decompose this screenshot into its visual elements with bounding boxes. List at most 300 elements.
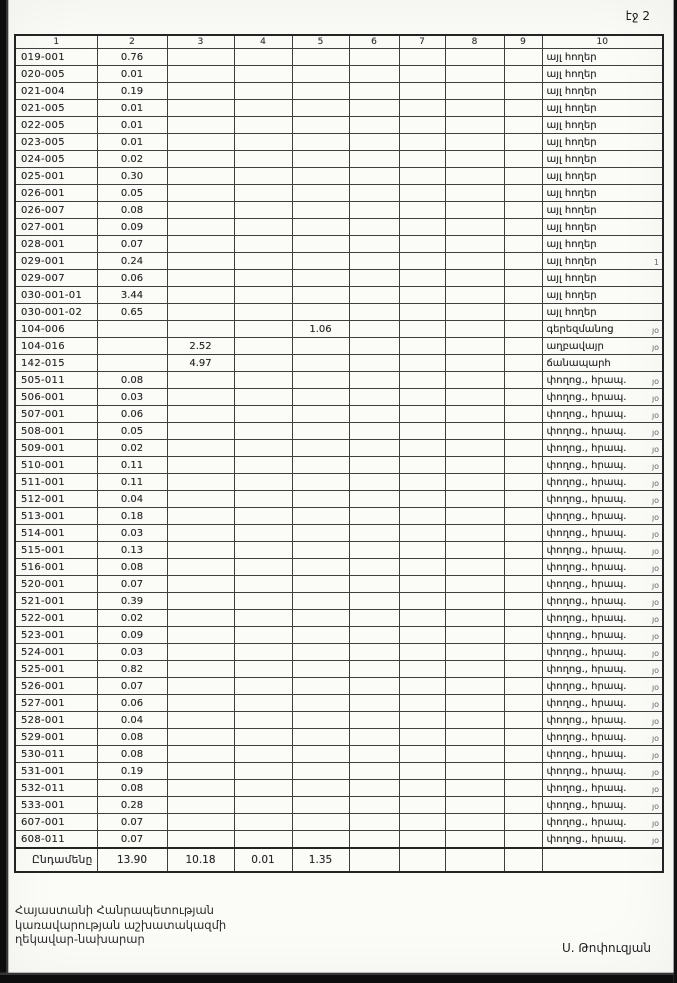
parcel-code-cell: 026-007 — [15, 202, 97, 219]
value-cell — [234, 831, 292, 849]
parcel-code-cell: 532-011 — [15, 780, 97, 797]
value-cell — [504, 406, 542, 423]
table-row — [15, 831, 663, 849]
value-cell — [349, 763, 399, 780]
value-cell — [234, 491, 292, 508]
value-cell — [292, 678, 349, 695]
value-cell — [445, 797, 504, 814]
land-type-cell — [542, 474, 663, 491]
value-cell — [292, 746, 349, 763]
value-cell — [167, 780, 234, 797]
parcel-code-cell: 516-001 — [15, 559, 97, 576]
total-empty-cell — [504, 848, 542, 872]
land-type-cell — [542, 236, 663, 253]
scan-edge-left — [0, 0, 10, 983]
land-type-cell — [542, 491, 663, 508]
parcel-code-cell: 506-001 — [15, 389, 97, 406]
value-cell — [349, 440, 399, 457]
margin-mark: յօ — [651, 801, 659, 811]
value-cell — [167, 406, 234, 423]
value-cell — [445, 729, 504, 746]
total-empty-cell — [542, 848, 663, 872]
value-cell — [399, 474, 445, 491]
value-cell — [292, 372, 349, 389]
value-cell — [399, 559, 445, 576]
land-type-label: այլ հողեր — [546, 119, 597, 131]
parcel-code-cell: 104-016 — [15, 338, 97, 355]
margin-mark: յօ — [651, 767, 659, 777]
value-cell — [504, 814, 542, 831]
column-header-5: 5 — [292, 35, 349, 49]
land-type-cell — [542, 270, 663, 287]
value-cell — [349, 661, 399, 678]
value-cell — [445, 168, 504, 185]
land-type-label: փողոց., հրապ. — [546, 748, 627, 760]
value-cell — [234, 797, 292, 814]
value-cell — [292, 304, 349, 321]
value-cell — [399, 389, 445, 406]
footer-line-1: Հայաստանի Հանրապետության — [15, 903, 214, 917]
value-cell — [445, 270, 504, 287]
value-cell — [167, 797, 234, 814]
land-type-label: այլ հողեր — [546, 85, 597, 97]
table-row — [15, 423, 663, 440]
value-cell: 0.01 — [97, 100, 167, 117]
value-cell — [445, 780, 504, 797]
value-cell — [399, 644, 445, 661]
value-cell — [445, 253, 504, 270]
value-cell — [292, 355, 349, 372]
value-cell — [167, 627, 234, 644]
value-cell: 0.03 — [97, 525, 167, 542]
value-cell — [399, 797, 445, 814]
value-cell — [504, 185, 542, 202]
value-cell — [504, 797, 542, 814]
value-cell: 0.08 — [97, 729, 167, 746]
total-value-col5: 1.35 — [292, 848, 349, 872]
value-cell — [445, 321, 504, 338]
value-cell — [504, 678, 542, 695]
value-cell — [292, 440, 349, 457]
value-cell — [399, 423, 445, 440]
table-row — [15, 372, 663, 389]
parcel-code-cell: 511-001 — [15, 474, 97, 491]
parcel-code-cell: 525-001 — [15, 661, 97, 678]
land-type-label: փողոց., հրապ. — [546, 544, 627, 556]
value-cell — [399, 746, 445, 763]
land-type-cell — [542, 763, 663, 780]
value-cell — [234, 117, 292, 134]
parcel-code-cell: 514-001 — [15, 525, 97, 542]
value-cell — [167, 83, 234, 100]
value-cell — [399, 49, 445, 66]
table-row — [15, 610, 663, 627]
value-cell — [349, 66, 399, 83]
value-cell — [399, 406, 445, 423]
table-row — [15, 780, 663, 797]
value-cell — [504, 729, 542, 746]
margin-mark: յօ — [651, 750, 659, 760]
parcel-code-cell: 020-005 — [15, 66, 97, 83]
value-cell — [167, 372, 234, 389]
table-row — [15, 525, 663, 542]
value-cell — [167, 474, 234, 491]
value-cell — [167, 712, 234, 729]
value-cell — [167, 117, 234, 134]
margin-mark: յօ — [651, 733, 659, 743]
land-type-cell — [542, 508, 663, 525]
value-cell — [349, 746, 399, 763]
value-cell: 0.07 — [97, 831, 167, 849]
value-cell — [167, 287, 234, 304]
parcel-code-cell: 022-005 — [15, 117, 97, 134]
value-cell — [292, 185, 349, 202]
value-cell: 0.30 — [97, 168, 167, 185]
value-cell — [167, 831, 234, 849]
value-cell: 0.11 — [97, 457, 167, 474]
value-cell — [234, 423, 292, 440]
land-type-label: այլ հողեր — [546, 187, 597, 199]
value-cell — [292, 83, 349, 100]
value-cell: 0.08 — [97, 780, 167, 797]
land-type-label: փողոց., հրապ. — [546, 799, 627, 811]
total-empty-cell — [349, 848, 399, 872]
value-cell — [292, 576, 349, 593]
value-cell: 4.97 — [167, 355, 234, 372]
value-cell — [445, 219, 504, 236]
land-type-cell — [542, 780, 663, 797]
value-cell — [504, 66, 542, 83]
land-type-label: ճանապարհ — [546, 357, 611, 369]
value-cell — [349, 542, 399, 559]
value-cell — [445, 338, 504, 355]
value-cell — [349, 610, 399, 627]
value-cell: 0.13 — [97, 542, 167, 559]
value-cell — [349, 168, 399, 185]
land-type-cell — [542, 100, 663, 117]
value-cell — [445, 287, 504, 304]
value-cell: 0.08 — [97, 372, 167, 389]
value-cell — [292, 831, 349, 849]
total-empty-cell — [445, 848, 504, 872]
land-type-cell — [542, 321, 663, 338]
value-cell — [234, 151, 292, 168]
value-cell — [349, 508, 399, 525]
value-cell — [445, 746, 504, 763]
table-row — [15, 627, 663, 644]
land-type-cell — [542, 831, 663, 849]
value-cell — [167, 219, 234, 236]
value-cell — [399, 66, 445, 83]
value-cell: 0.05 — [97, 185, 167, 202]
land-type-cell — [542, 49, 663, 66]
value-cell: 0.06 — [97, 695, 167, 712]
value-cell — [292, 814, 349, 831]
value-cell — [167, 457, 234, 474]
value-cell — [234, 202, 292, 219]
land-type-cell — [542, 457, 663, 474]
parcel-code-cell: 509-001 — [15, 440, 97, 457]
value-cell — [399, 695, 445, 712]
value-cell — [167, 253, 234, 270]
column-header-9: 9 — [504, 35, 542, 49]
value-cell — [504, 423, 542, 440]
value-cell — [167, 678, 234, 695]
parcel-code-cell: 027-001 — [15, 219, 97, 236]
value-cell — [504, 168, 542, 185]
parcel-code-cell: 507-001 — [15, 406, 97, 423]
value-cell — [234, 236, 292, 253]
margin-mark: յօ — [651, 512, 659, 522]
table-header — [15, 35, 663, 49]
value-cell — [349, 627, 399, 644]
value-cell — [167, 729, 234, 746]
table-row — [15, 236, 663, 253]
land-type-label: փողոց., հրապ. — [546, 510, 627, 522]
table-row — [15, 474, 663, 491]
value-cell — [445, 236, 504, 253]
value-cell — [234, 542, 292, 559]
value-cell — [167, 559, 234, 576]
value-cell: 0.11 — [97, 474, 167, 491]
value-cell — [167, 610, 234, 627]
value-cell — [399, 525, 445, 542]
value-cell: 0.03 — [97, 389, 167, 406]
value-cell — [399, 338, 445, 355]
value-cell — [349, 457, 399, 474]
table-row — [15, 440, 663, 457]
value-cell — [292, 338, 349, 355]
land-type-label: փողոց., հրապ. — [546, 476, 627, 488]
value-cell — [292, 712, 349, 729]
land-type-cell — [542, 644, 663, 661]
value-cell — [349, 253, 399, 270]
value-cell — [234, 389, 292, 406]
signature-name: Ս. Թոփուզյան — [562, 941, 652, 955]
value-cell — [504, 440, 542, 457]
land-type-label: այլ հողեր — [546, 102, 597, 114]
value-cell — [445, 491, 504, 508]
value-cell — [167, 661, 234, 678]
value-cell — [234, 66, 292, 83]
land-type-label: փողոց., հրապ. — [546, 442, 627, 454]
value-cell — [349, 236, 399, 253]
land-type-label: փողոց., հրապ. — [546, 391, 627, 403]
parcel-code-cell: 028-001 — [15, 236, 97, 253]
parcel-code-cell: 521-001 — [15, 593, 97, 610]
value-cell — [504, 134, 542, 151]
value-cell — [445, 559, 504, 576]
value-cell: 0.02 — [97, 440, 167, 457]
value-cell — [292, 117, 349, 134]
land-type-cell — [542, 83, 663, 100]
value-cell — [167, 389, 234, 406]
land-type-cell — [542, 440, 663, 457]
value-cell: 0.09 — [97, 627, 167, 644]
value-cell — [234, 695, 292, 712]
value-cell — [234, 253, 292, 270]
value-cell — [504, 831, 542, 849]
margin-mark: յօ — [651, 580, 659, 590]
value-cell — [349, 270, 399, 287]
column-header-1: 1 — [15, 35, 97, 49]
value-cell — [504, 559, 542, 576]
parcel-code-cell: 029-007 — [15, 270, 97, 287]
parcel-code-cell: 029-001 — [15, 253, 97, 270]
value-cell — [504, 372, 542, 389]
land-type-label: փողոց., հրապ. — [546, 697, 627, 709]
value-cell: 0.07 — [97, 236, 167, 253]
table-row — [15, 151, 663, 168]
value-cell — [292, 168, 349, 185]
margin-mark: յօ — [651, 410, 659, 420]
header-row — [15, 35, 663, 49]
table-row — [15, 678, 663, 695]
value-cell — [234, 100, 292, 117]
column-header-2: 2 — [97, 35, 167, 49]
land-type-cell — [542, 712, 663, 729]
value-cell — [167, 66, 234, 83]
land-type-cell — [542, 202, 663, 219]
margin-mark: յօ — [651, 648, 659, 658]
value-cell — [399, 151, 445, 168]
value-cell — [445, 423, 504, 440]
value-cell — [292, 780, 349, 797]
value-cell — [234, 746, 292, 763]
value-cell — [504, 746, 542, 763]
table-row — [15, 66, 663, 83]
footer-line-2: կառավարության աշխատակազմի — [15, 917, 227, 932]
land-type-label: փողոց., հրապ. — [546, 408, 627, 420]
value-cell — [292, 202, 349, 219]
value-cell — [234, 559, 292, 576]
value-cell: 0.39 — [97, 593, 167, 610]
value-cell — [399, 712, 445, 729]
value-cell — [292, 100, 349, 117]
value-cell — [445, 151, 504, 168]
value-cell — [445, 100, 504, 117]
value-cell — [504, 100, 542, 117]
value-cell — [167, 593, 234, 610]
value-cell — [234, 474, 292, 491]
value-cell — [234, 712, 292, 729]
value-cell: 0.01 — [97, 117, 167, 134]
table-row — [15, 746, 663, 763]
value-cell — [399, 372, 445, 389]
value-cell — [349, 406, 399, 423]
value-cell: 0.08 — [97, 202, 167, 219]
land-type-cell — [542, 151, 663, 168]
value-cell — [445, 304, 504, 321]
value-cell — [445, 644, 504, 661]
value-cell — [504, 576, 542, 593]
value-cell — [349, 151, 399, 168]
value-cell — [234, 576, 292, 593]
land-type-label: այլ հողեր — [546, 306, 597, 318]
margin-mark: յօ — [651, 478, 659, 488]
value-cell — [445, 457, 504, 474]
value-cell — [349, 355, 399, 372]
land-type-label: այլ հողեր — [546, 238, 597, 250]
value-cell — [504, 202, 542, 219]
table-row — [15, 457, 663, 474]
table-row — [15, 406, 663, 423]
value-cell — [504, 253, 542, 270]
value-cell: 0.09 — [97, 219, 167, 236]
land-type-cell — [542, 66, 663, 83]
value-cell — [292, 219, 349, 236]
value-cell — [167, 644, 234, 661]
value-cell: 0.24 — [97, 253, 167, 270]
margin-mark: յօ — [651, 563, 659, 573]
land-type-label: փողոց., հրապ. — [546, 731, 627, 743]
land-type-cell — [542, 253, 663, 270]
land-type-cell — [542, 338, 663, 355]
value-cell — [349, 593, 399, 610]
value-cell — [399, 253, 445, 270]
value-cell — [399, 814, 445, 831]
value-cell: 2.52 — [167, 338, 234, 355]
value-cell: 1.06 — [292, 321, 349, 338]
value-cell — [234, 270, 292, 287]
margin-mark: յօ — [651, 376, 659, 386]
value-cell — [399, 780, 445, 797]
value-cell — [234, 287, 292, 304]
value-cell — [504, 610, 542, 627]
parcel-code-cell: 505-011 — [15, 372, 97, 389]
value-cell — [399, 440, 445, 457]
parcel-code-cell: 607-001 — [15, 814, 97, 831]
value-cell — [504, 151, 542, 168]
parcel-code-cell: 510-001 — [15, 457, 97, 474]
value-cell — [399, 219, 445, 236]
land-type-cell — [542, 695, 663, 712]
land-type-cell — [542, 746, 663, 763]
land-type-label: փողոց., հրապ. — [546, 833, 627, 845]
value-cell — [399, 610, 445, 627]
parcel-code-cell: 104-006 — [15, 321, 97, 338]
value-cell — [349, 423, 399, 440]
scan-edge-right — [671, 0, 677, 983]
value-cell — [292, 49, 349, 66]
value-cell — [445, 831, 504, 849]
table-row — [15, 576, 663, 593]
parcel-code-cell: 528-001 — [15, 712, 97, 729]
land-type-label: այլ հողեր — [546, 204, 597, 216]
value-cell — [399, 763, 445, 780]
parcel-code-cell: 522-001 — [15, 610, 97, 627]
value-cell — [167, 134, 234, 151]
table-row — [15, 100, 663, 117]
value-cell — [234, 593, 292, 610]
value-cell — [399, 83, 445, 100]
value-cell — [504, 474, 542, 491]
value-cell — [399, 134, 445, 151]
margin-mark: յօ — [651, 495, 659, 505]
value-cell — [292, 423, 349, 440]
value-cell — [349, 372, 399, 389]
value-cell — [399, 542, 445, 559]
value-cell — [234, 219, 292, 236]
parcel-code-cell: 527-001 — [15, 695, 97, 712]
value-cell — [349, 134, 399, 151]
land-type-label: այլ հողեր — [546, 136, 597, 148]
table-row — [15, 559, 663, 576]
land-type-label: փողոց., հրապ. — [546, 527, 627, 539]
value-cell — [504, 270, 542, 287]
land-type-cell — [542, 423, 663, 440]
value-cell — [399, 491, 445, 508]
